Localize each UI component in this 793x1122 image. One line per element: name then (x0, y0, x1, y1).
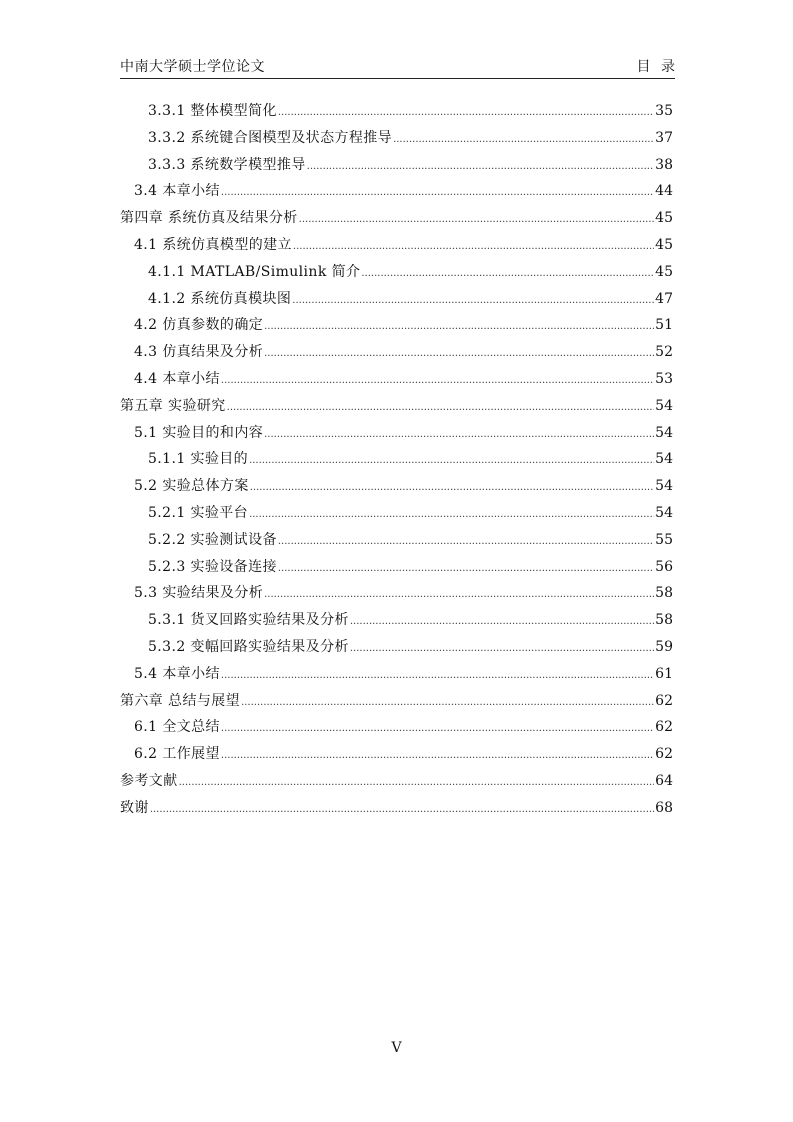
dot-leader (150, 797, 654, 824)
toc-entry-label: 5.2.2 实验测试设备 (148, 531, 277, 548)
toc-entry-label: 5.2.1 实验平台 (148, 504, 249, 521)
toc-entry[interactable] (120, 607, 673, 634)
dot-leader (221, 180, 654, 207)
page-number: V (391, 1040, 402, 1056)
dot-leader (361, 261, 654, 288)
toc-entry-page: 38 (655, 156, 673, 173)
toc-entry-label: 5.4 本章小结 (134, 665, 220, 682)
table-of-contents (120, 98, 673, 822)
toc-entry[interactable] (120, 232, 673, 259)
toc-entry-page: 62 (655, 692, 673, 709)
toc-entry-page: 61 (655, 665, 673, 682)
toc-entry-label: 第五章 实验研究 (120, 397, 226, 414)
toc-entry[interactable] (120, 634, 673, 661)
toc-entry[interactable] (120, 688, 673, 715)
toc-entry-page: 62 (655, 719, 673, 736)
section-title: 目 录 (636, 59, 675, 75)
dot-leader (249, 448, 654, 475)
toc-entry[interactable] (120, 259, 673, 286)
thesis-title: 中南大学硕士学位论文 (120, 59, 265, 75)
toc-entry-page: 56 (655, 558, 673, 575)
toc-entry-label: 5.1.1 实验目的 (148, 451, 249, 468)
toc-entry[interactable] (120, 527, 673, 554)
dot-leader (249, 502, 654, 529)
toc-entry-page: 54 (655, 397, 673, 414)
toc-entry-page: 58 (655, 585, 673, 602)
toc-entry-label: 第四章 系统仿真及结果分析 (120, 210, 298, 227)
toc-entry[interactable] (120, 339, 673, 366)
page-header (120, 56, 675, 79)
toc-entry-page: 45 (655, 210, 673, 227)
dot-leader (250, 475, 654, 502)
toc-entry[interactable] (120, 178, 673, 205)
toc-entry-label: 3.3.1 整体模型简化 (148, 103, 277, 119)
toc-entry[interactable] (120, 205, 673, 232)
toc-entry-page: 51 (655, 317, 673, 334)
toc-entry-label: 参考文献 (120, 772, 178, 789)
toc-entry-page: 59 (655, 638, 673, 655)
toc-entry-label: 4.1 系统仿真模型的建立 (134, 236, 292, 253)
dot-leader (278, 100, 654, 127)
dot-leader (221, 716, 654, 743)
dot-leader (278, 556, 654, 583)
toc-entry-label: 4.1.1 MATLAB/Simulink 简介 (148, 263, 361, 280)
toc-entry-label: 5.1 实验目的和内容 (134, 424, 264, 441)
dot-leader (292, 288, 654, 315)
toc-entry[interactable] (120, 554, 673, 581)
toc-entry-page: 47 (655, 290, 673, 307)
toc-entry[interactable] (120, 500, 673, 527)
toc-entry-label: 3.3.2 系统键合图模型及状态方程推导 (148, 129, 393, 146)
toc-entry-page: 52 (655, 344, 673, 361)
toc-entry-label: 3.3.3 系统数学模型推导 (148, 156, 306, 173)
toc-entry-page: 55 (655, 531, 673, 548)
toc-entry-page: 54 (655, 424, 673, 441)
dot-leader (307, 154, 655, 181)
toc-entry-page: 45 (655, 236, 673, 253)
toc-entry-label: 5.3.1 货叉回路实验结果及分析 (148, 612, 349, 629)
toc-entry[interactable] (120, 152, 673, 179)
toc-entry[interactable] (120, 393, 673, 420)
dot-leader (221, 663, 654, 690)
dot-leader (264, 341, 654, 368)
toc-entry[interactable] (120, 312, 673, 339)
toc-entry[interactable] (120, 98, 673, 125)
dot-leader (221, 743, 654, 770)
toc-entry-page: 45 (655, 263, 673, 280)
toc-entry-page: 54 (655, 478, 673, 495)
dot-leader (293, 234, 654, 261)
toc-entry-page: 44 (655, 183, 673, 200)
toc-entry-page: 62 (655, 746, 673, 763)
toc-entry-label: 6.1 全文总结 (134, 719, 220, 736)
toc-entry[interactable] (120, 286, 673, 313)
toc-entry-page: 64 (655, 772, 673, 789)
toc-entry-label: 6.2 工作展望 (134, 746, 220, 763)
dot-leader (278, 529, 654, 556)
dot-leader (221, 368, 654, 395)
dot-leader (227, 395, 655, 422)
toc-entry-label: 5.2.3 实验设备连接 (148, 558, 277, 575)
toc-entry-label: 4.1.2 系统仿真模块图 (148, 290, 292, 307)
toc-entry[interactable] (120, 795, 673, 822)
dot-leader (299, 207, 655, 234)
toc-entry-label: 5.3 实验结果及分析 (134, 585, 264, 602)
dot-leader (350, 636, 654, 663)
toc-entry-page: 54 (655, 504, 673, 521)
toc-entry[interactable] (120, 661, 673, 688)
toc-entry[interactable] (120, 125, 673, 152)
toc-entry[interactable] (120, 420, 673, 447)
toc-entry-label: 4.2 仿真参数的确定 (134, 317, 264, 334)
dot-leader (241, 690, 654, 717)
toc-entry-label: 5.3.2 变幅回路实验结果及分析 (148, 638, 349, 655)
dot-leader (264, 582, 654, 609)
toc-entry-label: 4.3 仿真结果及分析 (134, 344, 264, 361)
toc-entry[interactable] (120, 768, 673, 795)
toc-entry-page: 53 (655, 370, 673, 387)
toc-entry-page: 35 (655, 103, 673, 119)
toc-entry-label: 3.4 本章小结 (134, 183, 220, 200)
dot-leader (179, 770, 655, 797)
dot-leader (393, 127, 654, 154)
toc-entry-page: 37 (655, 129, 673, 146)
toc-entry[interactable] (120, 473, 673, 500)
toc-entry[interactable] (120, 580, 673, 607)
dot-leader (350, 609, 654, 636)
toc-entry-page: 54 (655, 451, 673, 468)
toc-entry-label: 4.4 本章小结 (134, 370, 220, 387)
toc-entry[interactable] (120, 366, 673, 393)
toc-entry[interactable] (120, 714, 673, 741)
toc-entry-page: 58 (655, 612, 673, 629)
toc-entry-page: 68 (655, 799, 673, 816)
toc-entry[interactable] (120, 446, 673, 473)
toc-entry-label: 第六章 总结与展望 (120, 692, 241, 709)
toc-entry-label: 5.2 实验总体方案 (134, 478, 249, 495)
toc-entry[interactable] (120, 741, 673, 768)
dot-leader (264, 422, 654, 449)
dot-leader (264, 314, 654, 341)
toc-entry-label: 致谢 (120, 799, 149, 816)
